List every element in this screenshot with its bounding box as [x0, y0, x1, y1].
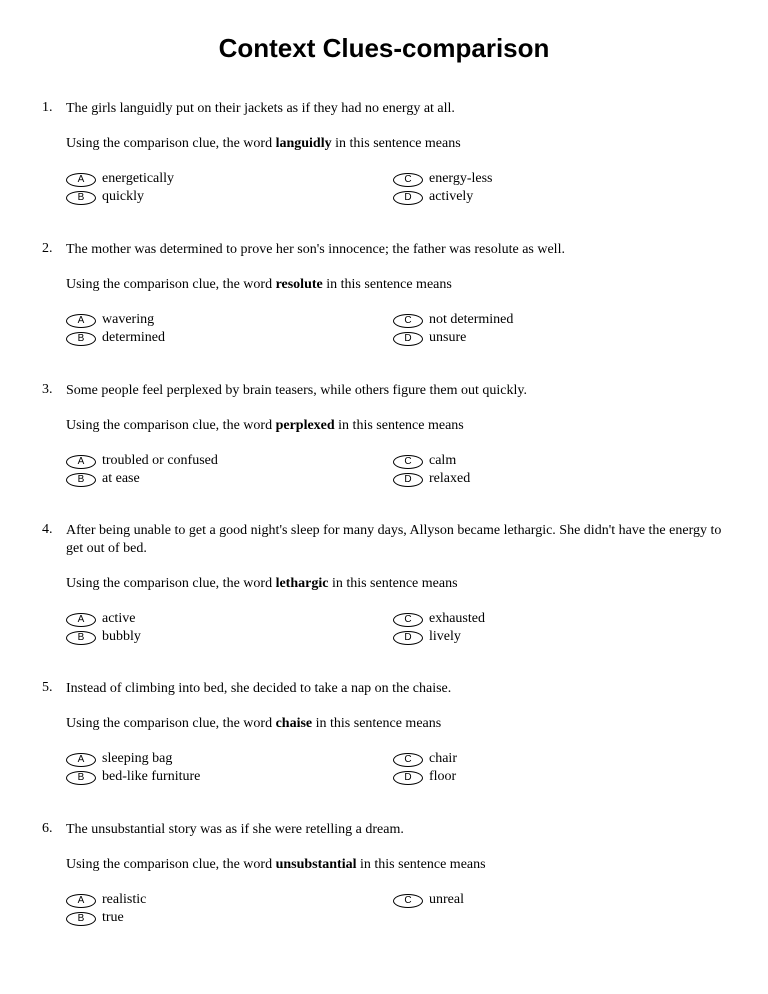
answer-text: sleeping bag: [102, 751, 173, 766]
answer-bubble[interactable]: D: [393, 473, 423, 487]
answer-bubble[interactable]: C: [393, 753, 423, 767]
prompt-suffix: in this sentence means: [334, 418, 464, 433]
page-title: Context Clues-comparison: [218, 33, 550, 63]
answer-text: calm: [429, 453, 457, 468]
prompt-suffix: in this sentence means: [322, 277, 452, 292]
answer-text: unsure: [429, 330, 467, 345]
question-text: The unsubstantial story was as if she were retelling a dream.: [66, 822, 404, 837]
answer-text: true: [102, 910, 124, 925]
question-text: The mother was determined to prove her son's innocence; the father was resolute as well.: [66, 242, 565, 257]
question-prompt: [66, 857, 486, 873]
question-number: 3.: [42, 382, 53, 397]
answer-text: bed-like furniture: [102, 769, 201, 784]
answer-text: actively: [429, 189, 474, 204]
question-text: Instead of climbing into bed, she decided to take a nap on the chaise.: [66, 681, 452, 696]
answer-bubble[interactable]: A: [66, 894, 96, 908]
question-prompt: [66, 277, 452, 293]
answer-bubble[interactable]: A: [66, 314, 96, 328]
target-word: lethargic: [275, 576, 329, 591]
answer-bubble[interactable]: A: [66, 753, 96, 767]
answer-text: realistic: [102, 892, 147, 907]
answer-text: not determined: [429, 312, 514, 327]
question-number: 2.: [42, 241, 53, 256]
question-prompt: [66, 418, 464, 434]
answer-text: active: [102, 611, 136, 626]
question-text: Some people feel perplexed by brain teasers, while others figure them out quickly.: [66, 383, 527, 398]
answer-bubble[interactable]: B: [66, 771, 96, 785]
prompt-prefix: Using the comparison clue, the word: [66, 277, 276, 292]
question-prompt: [66, 716, 441, 732]
answer-text: wavering: [102, 312, 155, 327]
question-number: 4.: [42, 522, 53, 537]
prompt-suffix: in this sentence means: [356, 857, 486, 872]
answer-bubble[interactable]: A: [66, 173, 96, 187]
answer-text: at ease: [102, 471, 140, 486]
question-text: The girls languidly put on their jackets as if they had no energy at all.: [66, 101, 455, 116]
prompt-prefix: Using the comparison clue, the word: [66, 576, 276, 591]
answer-bubble[interactable]: D: [393, 191, 423, 205]
answer-text: relaxed: [429, 471, 471, 486]
answer-bubble[interactable]: D: [393, 332, 423, 346]
question-prompt: [66, 136, 461, 152]
answer-text: bubbly: [102, 629, 141, 644]
answer-bubble[interactable]: B: [66, 191, 96, 205]
answer-bubble[interactable]: A: [66, 613, 96, 627]
answer-text: chair: [429, 751, 457, 766]
answer-text: troubled or confused: [102, 453, 218, 468]
prompt-prefix: Using the comparison clue, the word: [66, 418, 276, 433]
answer-bubble[interactable]: B: [66, 631, 96, 645]
answer-text: energetically: [102, 171, 175, 186]
question-text: After being unable to get a good night's sleep for many days, Allyson became lethargic. She didn't have the energy to get out of bed.: [66, 523, 722, 556]
answer-bubble[interactable]: B: [66, 473, 96, 487]
target-word: resolute: [275, 277, 323, 292]
answer-bubble[interactable]: B: [66, 912, 96, 926]
answer-bubble[interactable]: B: [66, 332, 96, 346]
answer-bubble[interactable]: C: [393, 314, 423, 328]
prompt-suffix: in this sentence means: [328, 576, 458, 591]
answer-text: determined: [102, 330, 165, 345]
answer-bubble[interactable]: C: [393, 894, 423, 908]
answer-text: lively: [429, 629, 461, 644]
answer-bubble[interactable]: D: [393, 631, 423, 645]
question-number: 5.: [42, 680, 53, 695]
question-number: 1.: [42, 100, 53, 115]
target-word: perplexed: [275, 418, 335, 433]
answer-bubble[interactable]: A: [66, 455, 96, 469]
prompt-suffix: in this sentence means: [331, 136, 461, 151]
question-prompt: [66, 576, 458, 592]
answer-text: floor: [429, 769, 457, 784]
prompt-prefix: Using the comparison clue, the word: [66, 716, 276, 731]
answer-bubble[interactable]: C: [393, 613, 423, 627]
answer-text: unreal: [429, 892, 464, 907]
target-word: chaise: [275, 716, 313, 731]
answer-bubble[interactable]: C: [393, 173, 423, 187]
prompt-prefix: Using the comparison clue, the word: [66, 857, 276, 872]
target-word: languidly: [275, 136, 332, 151]
answer-text: quickly: [102, 189, 144, 204]
question-number: 6.: [42, 821, 53, 836]
prompt-suffix: in this sentence means: [312, 716, 442, 731]
prompt-prefix: Using the comparison clue, the word: [66, 136, 276, 151]
answer-text: exhausted: [429, 611, 485, 626]
answer-bubble[interactable]: C: [393, 455, 423, 469]
answer-text: energy-less: [429, 171, 493, 186]
target-word: unsubstantial: [275, 857, 357, 872]
answer-bubble[interactable]: D: [393, 771, 423, 785]
